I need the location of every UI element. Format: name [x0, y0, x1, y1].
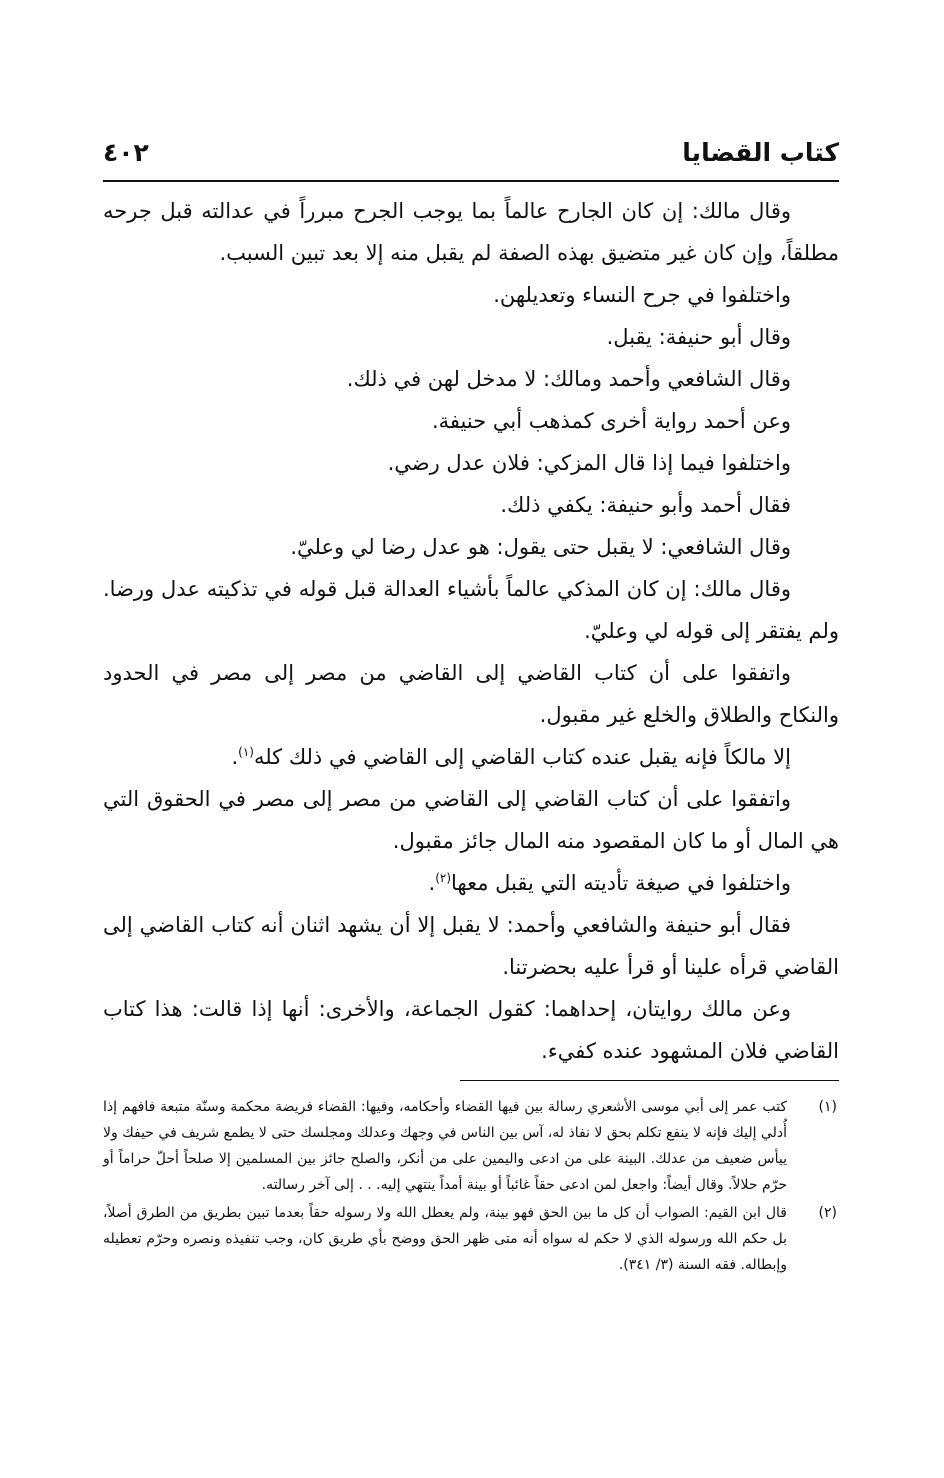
footnote-ref[interactable]: (١): [238, 745, 254, 759]
paragraph-text: واختلفوا في صيغة تأديته التي يقبل معها: [451, 871, 791, 895]
paragraph: [103, 904, 839, 988]
footnote-separator: [460, 1080, 839, 1081]
footnotes: [103, 1094, 839, 1280]
paragraph-end-mark: .: [231, 745, 239, 769]
paragraph: [103, 652, 839, 736]
paragraph-text: فقال أبو حنيفة والشافعي وأحمد: لا يقبل إلا أن يشهد اثنان أنه كتاب القاضي إلى القاضي قرأه علينا أو قرأ عليه بحضرتنا.: [103, 913, 839, 979]
paragraph: [103, 274, 839, 316]
footnote: [103, 1200, 839, 1278]
paragraph-text: واتفقوا على أن كتاب القاضي إلى القاضي من مصر إلى مصر في الحقوق التي هي المال أو ما كان المقصود منه المال جائز مقبول.: [103, 787, 839, 853]
paragraph: [103, 400, 839, 442]
paragraph: [103, 442, 839, 484]
footnote-ref[interactable]: (٢): [435, 871, 452, 885]
body-text: [103, 190, 839, 1072]
paragraph-text: وقال مالك: إن كان المذكي عالماً بأشياء العدالة قبل قوله في تذكيته عدل ورضا. ولم يفتقر إلى قوله لي وعليّ.: [103, 577, 839, 643]
paragraph: [103, 484, 839, 526]
footnote: [103, 1094, 839, 1198]
paragraph: [103, 526, 839, 568]
paragraph-end-mark: .: [428, 871, 436, 895]
paragraph-text: واتفقوا على أن كتاب القاضي إلى القاضي من مصر إلى مصر في الحدود والنكاح والطلاق والخلع غير مقبول.: [103, 661, 839, 727]
paragraph-text: وقال الشافعي وأحمد ومالك: لا مدخل لهن في ذلك.: [346, 367, 791, 391]
running-title: كتاب القضايا: [682, 138, 839, 167]
paragraph: [103, 568, 839, 652]
page-number: ٤٠٢: [103, 138, 149, 167]
paragraph-text: واختلفوا في جرح النساء وتعديلهن.: [493, 283, 791, 307]
paragraph: [103, 862, 839, 904]
footnote-text: قال ابن القيم: الصواب أن كل ما بين الحق فهو بينة، ولم يعطل الله ولا رسوله حقاً بعدما تبين بطريق من الطرق أصلاً، بل حكم الله ورسوله الذي لا حكم له سواه أنه متى ظهر الحق ووضح بأي طريق كان، وجب تنفيذه ونصره وحرّم تعطيله وإبطاله. فقه السنة (٣/ ٣٤١).: [103, 1205, 787, 1273]
paragraph: [103, 316, 839, 358]
footnote-number: (٢): [818, 1205, 837, 1221]
paragraph-text: فقال أحمد وأبو حنيفة: يكفي ذلك.: [500, 493, 791, 517]
paragraph-text: وقال أبو حنيفة: يقبل.: [606, 325, 791, 349]
footnote-text: كتب عمر إلى أبي موسى الأشعري رسالة بين فيها القضاء وأحكامه، وفيها: القضاء فريضة محكمة وسنّة متبعة فافهم إذا أُدلي إليك فإنه لا ينفع تكلم بحق لا نفاذ له، آس بين الناس في وجهك وعدلك ومجلسك حتى لا يطمع شريف في حيفك ولا ييأس ضعيف من عدلك. البينة على من ادعى واليمين على من أنكر، والصلح جائز بين المسلمين إلا صلحاً أحلّ حراماً أو حرّم حلالاً. وقال أيضاً: واجعل لمن ادعى حقاً غائباً أو بينة أمداً ينتهي إليه. . . إلى آخر رسالته.: [103, 1099, 787, 1193]
paragraph-text: وعن أحمد رواية أخرى كمذهب أبي حنيفة.: [432, 409, 791, 433]
paragraph-text: واختلفوا فيما إذا قال المزكي: فلان عدل رضي.: [387, 451, 791, 475]
footnote-number: (١): [818, 1099, 837, 1115]
paragraph-text: وقال الشافعي: لا يقبل حتى يقول: هو عدل رضا لي وعليّ.: [290, 535, 791, 559]
paragraph-text: إلا مالكاً فإنه يقبل عنده كتاب القاضي إلى القاضي في ذلك كله: [253, 745, 791, 769]
paragraph: [103, 988, 839, 1072]
paragraph: [103, 736, 839, 778]
paragraph: [103, 190, 839, 274]
paragraph: [103, 778, 839, 862]
paragraph-text: وعن مالك روايتان، إحداهما: كقول الجماعة، والأخرى: أنها إذا قالت: هذا كتاب القاضي فلان المشهود عنده كفيء.: [103, 997, 839, 1063]
page-header: [103, 128, 839, 178]
header-rule: [103, 180, 839, 182]
paragraph: [103, 358, 839, 400]
paragraph-text: وقال مالك: إن كان الجارح عالماً بما يوجب الجرح مبرراً في عدالته قبل جرحه مطلقاً، وإن كان غير متضيق بهذه الصفة لم يقبل منه إلا بعد تبين السبب.: [103, 199, 839, 265]
